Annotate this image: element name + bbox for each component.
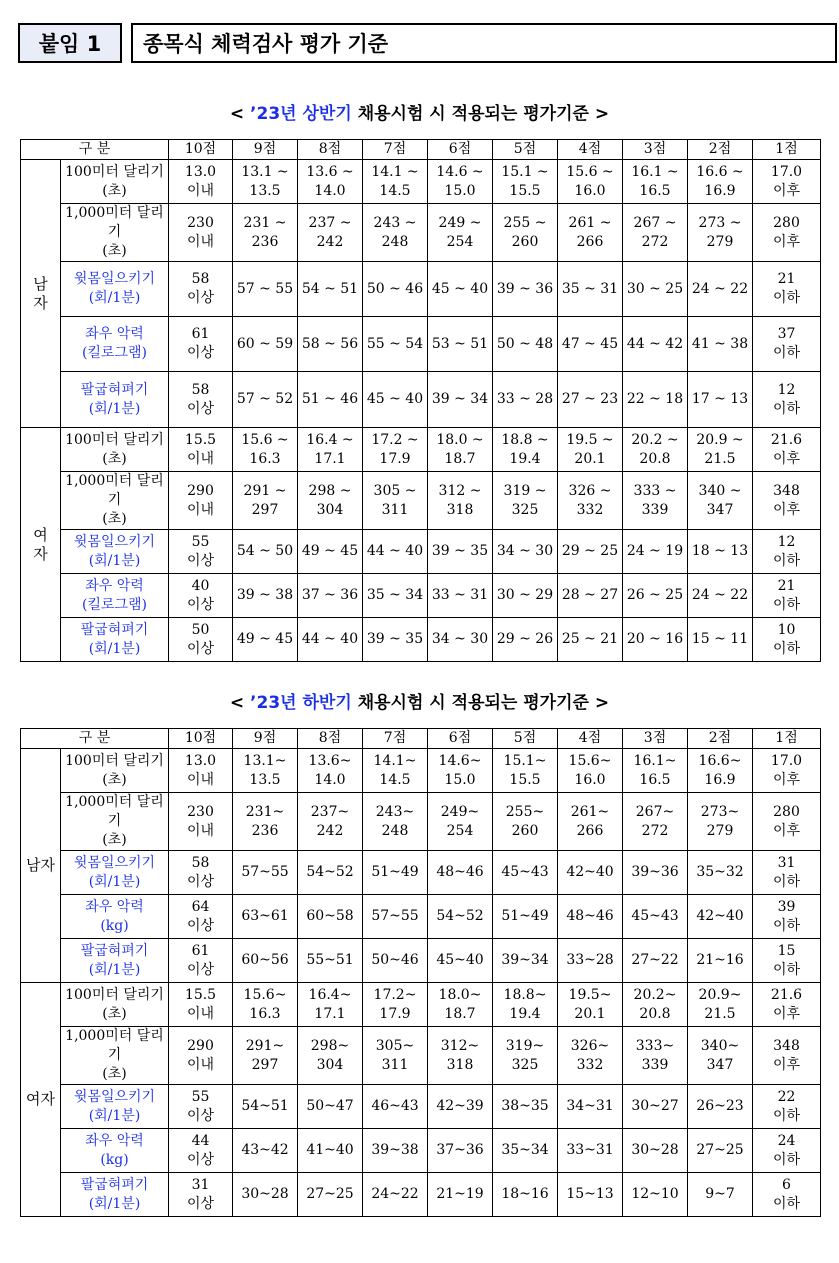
score-cell: 326 ~ 332: [558, 472, 623, 530]
score-cell: 35 ~ 31: [558, 262, 623, 317]
column-header-score: 10점: [169, 729, 233, 749]
score-cell: 18 ~ 13: [688, 530, 753, 574]
score-cell: 63~61: [233, 895, 298, 939]
score-cell: 27~25: [688, 1129, 753, 1173]
score-cell: 39 ~ 35: [428, 530, 493, 574]
score-cell: 42~40: [558, 851, 623, 895]
score-cell: 55 이상: [169, 1085, 233, 1129]
score-cell: 39~38: [363, 1129, 428, 1173]
score-cell: 14.1~ 14.5: [363, 749, 428, 793]
score-cell: 37 ~ 36: [298, 574, 363, 618]
score-cell: 255 ~ 260: [493, 204, 558, 262]
score-cell: 16.6 ~ 16.9: [688, 160, 753, 204]
column-header-score: 2점: [688, 140, 753, 160]
score-cell: 29 ~ 26: [493, 618, 558, 662]
score-cell: 20 ~ 16: [623, 618, 688, 662]
score-cell: 58 이상: [169, 262, 233, 317]
score-cell: 261~ 266: [558, 793, 623, 851]
score-cell: 44 ~ 42: [623, 317, 688, 372]
test-item-label: 100미터 달리기 (초): [61, 749, 169, 793]
score-cell: 37 이하: [753, 317, 821, 372]
score-cell: 50~46: [363, 939, 428, 983]
score-cell: 39 ~ 36: [493, 262, 558, 317]
score-cell: 333~ 339: [623, 1027, 688, 1085]
score-cell: 55 ~ 54: [363, 317, 428, 372]
score-cell: 54~51: [233, 1085, 298, 1129]
score-cell: 54~52: [298, 851, 363, 895]
score-cell: 305 ~ 311: [363, 472, 428, 530]
test-item-label: 팔굽혀펴기 (회/1분): [61, 618, 169, 662]
score-cell: 17.0 이후: [753, 749, 821, 793]
score-cell: 35~34: [493, 1129, 558, 1173]
column-header-score: 10점: [169, 140, 233, 160]
score-cell: 230 이내: [169, 204, 233, 262]
test-item-label: 좌우 악력 (킬로그램): [61, 574, 169, 618]
criteria-table-first-half: [20, 139, 821, 662]
score-cell: 39 ~ 38: [233, 574, 298, 618]
score-cell: 33~31: [558, 1129, 623, 1173]
table-row: [21, 317, 821, 372]
score-cell: 33 ~ 31: [428, 574, 493, 618]
test-item-label: 100미터 달리기 (초): [61, 983, 169, 1027]
gender-label: 여 자: [21, 428, 61, 662]
score-cell: 290 이내: [169, 1027, 233, 1085]
score-cell: 231 ~ 236: [233, 204, 298, 262]
header-row: [21, 140, 821, 160]
score-cell: 42~39: [428, 1085, 493, 1129]
score-cell: 39~36: [623, 851, 688, 895]
score-cell: 12 이하: [753, 530, 821, 574]
score-cell: 37~36: [428, 1129, 493, 1173]
score-cell: 18.8~ 19.4: [493, 983, 558, 1027]
table-row: [21, 1173, 821, 1217]
score-cell: 21 이하: [753, 262, 821, 317]
score-cell: 17.2 ~ 17.9: [363, 428, 428, 472]
test-item-label: 1,000미터 달리기 (초): [61, 1027, 169, 1085]
test-item-label: 팔굽혀펴기 (회/1분): [61, 372, 169, 428]
score-cell: 305~ 311: [363, 1027, 428, 1085]
score-cell: 50 ~ 48: [493, 317, 558, 372]
score-cell: 15.5 이내: [169, 428, 233, 472]
score-cell: 60 ~ 59: [233, 317, 298, 372]
score-cell: 13.0 이내: [169, 749, 233, 793]
column-header-score: 8점: [298, 729, 363, 749]
score-cell: 30 ~ 25: [623, 262, 688, 317]
score-cell: 24 이하: [753, 1129, 821, 1173]
score-cell: 27~22: [623, 939, 688, 983]
score-cell: 20.9 ~ 21.5: [688, 428, 753, 472]
score-cell: 14.6~ 15.0: [428, 749, 493, 793]
gender-label: 여자: [21, 983, 61, 1217]
column-header-score: 3점: [623, 729, 688, 749]
score-cell: 16.6~ 16.9: [688, 749, 753, 793]
score-cell: 14.6 ~ 15.0: [428, 160, 493, 204]
section-title-suffix: 채용시험 시 적용되는 평가기준 >: [351, 693, 610, 713]
table-row: [21, 851, 821, 895]
column-header-category: 구 분: [21, 729, 169, 749]
score-cell: 273~ 279: [688, 793, 753, 851]
score-cell: 312 ~ 318: [428, 472, 493, 530]
score-cell: 15.5 이내: [169, 983, 233, 1027]
score-cell: 19.5~ 20.1: [558, 983, 623, 1027]
score-cell: 30~28: [623, 1129, 688, 1173]
table-row: [21, 749, 821, 793]
test-item-label: 팔굽혀펴기 (회/1분): [61, 939, 169, 983]
score-cell: 267~ 272: [623, 793, 688, 851]
table-row: [21, 983, 821, 1027]
table-row: [21, 372, 821, 428]
score-cell: 61 이상: [169, 317, 233, 372]
column-header-score: 8점: [298, 140, 363, 160]
score-cell: 15.6~ 16.3: [233, 983, 298, 1027]
score-cell: 33~28: [558, 939, 623, 983]
score-cell: 16.4 ~ 17.1: [298, 428, 363, 472]
score-cell: 48~46: [428, 851, 493, 895]
score-cell: 17.0 이후: [753, 160, 821, 204]
score-cell: 13.1~ 13.5: [233, 749, 298, 793]
table-row: [21, 530, 821, 574]
score-cell: 35~32: [688, 851, 753, 895]
score-cell: 13.0 이내: [169, 160, 233, 204]
score-cell: 243 ~ 248: [363, 204, 428, 262]
score-cell: 60~56: [233, 939, 298, 983]
score-cell: 41~40: [298, 1129, 363, 1173]
score-cell: 43~42: [233, 1129, 298, 1173]
table-row: [21, 618, 821, 662]
score-cell: 45 ~ 40: [363, 372, 428, 428]
score-cell: 21~19: [428, 1173, 493, 1217]
score-cell: 231~ 236: [233, 793, 298, 851]
column-header-score: 7점: [363, 729, 428, 749]
criteria-table-second-half: [20, 728, 821, 1217]
score-cell: 54~52: [428, 895, 493, 939]
score-cell: 35 ~ 34: [363, 574, 428, 618]
score-cell: 39 ~ 34: [428, 372, 493, 428]
score-cell: 20.9~ 21.5: [688, 983, 753, 1027]
test-item-label: 윗몸일으키기 (회/1분): [61, 851, 169, 895]
score-cell: 49 ~ 45: [298, 530, 363, 574]
test-item-label: 1,000미터 달리기 (초): [61, 793, 169, 851]
score-cell: 47 ~ 45: [558, 317, 623, 372]
score-cell: 237~ 242: [298, 793, 363, 851]
score-cell: 17.2~ 17.9: [363, 983, 428, 1027]
column-header-score: 9점: [233, 729, 298, 749]
score-cell: 10 이하: [753, 618, 821, 662]
score-cell: 13.6~ 14.0: [298, 749, 363, 793]
table-row: [21, 895, 821, 939]
section-title-first-half: [0, 99, 839, 124]
score-cell: 22 이하: [753, 1085, 821, 1129]
score-cell: 290 이내: [169, 472, 233, 530]
score-cell: 29 ~ 25: [558, 530, 623, 574]
score-cell: 57~55: [233, 851, 298, 895]
score-cell: 45~43: [493, 851, 558, 895]
score-cell: 44 이상: [169, 1129, 233, 1173]
score-cell: 21.6 이후: [753, 983, 821, 1027]
score-cell: 55 이상: [169, 530, 233, 574]
score-cell: 319~ 325: [493, 1027, 558, 1085]
table-row: [21, 939, 821, 983]
score-cell: 348 이후: [753, 472, 821, 530]
score-cell: 15.6~ 16.0: [558, 749, 623, 793]
score-cell: 13.6 ~ 14.0: [298, 160, 363, 204]
score-cell: 55~51: [298, 939, 363, 983]
score-cell: 46~43: [363, 1085, 428, 1129]
score-cell: 15 이하: [753, 939, 821, 983]
score-cell: 267 ~ 272: [623, 204, 688, 262]
score-cell: 17 ~ 13: [688, 372, 753, 428]
score-cell: 15.6 ~ 16.0: [558, 160, 623, 204]
column-header-score: 6점: [428, 140, 493, 160]
test-item-label: 좌우 악력 (kg): [61, 1129, 169, 1173]
score-cell: 12 이하: [753, 372, 821, 428]
score-cell: 24 ~ 22: [688, 262, 753, 317]
score-cell: 19.5 ~ 20.1: [558, 428, 623, 472]
score-cell: 15.6 ~ 16.3: [233, 428, 298, 472]
score-cell: 13.1 ~ 13.5: [233, 160, 298, 204]
score-cell: 28 ~ 27: [558, 574, 623, 618]
score-cell: 38~35: [493, 1085, 558, 1129]
test-item-label: 윗몸일으키기 (회/1분): [61, 530, 169, 574]
score-cell: 30 ~ 29: [493, 574, 558, 618]
score-cell: 280 이후: [753, 204, 821, 262]
section-title-prefix: <: [229, 104, 251, 124]
score-cell: 333 ~ 339: [623, 472, 688, 530]
score-cell: 326~ 332: [558, 1027, 623, 1085]
score-cell: 18.8 ~ 19.4: [493, 428, 558, 472]
score-cell: 49 ~ 45: [233, 618, 298, 662]
score-cell: 27 ~ 23: [558, 372, 623, 428]
test-item-label: 팔굽혀펴기 (회/1분): [61, 1173, 169, 1217]
score-cell: 249~ 254: [428, 793, 493, 851]
score-cell: 48~46: [558, 895, 623, 939]
score-cell: 51 ~ 46: [298, 372, 363, 428]
score-cell: 34 ~ 30: [493, 530, 558, 574]
column-header-score: 3점: [623, 140, 688, 160]
score-cell: 340 ~ 347: [688, 472, 753, 530]
score-cell: 18.0 ~ 18.7: [428, 428, 493, 472]
score-cell: 45 ~ 40: [428, 262, 493, 317]
score-cell: 12~10: [623, 1173, 688, 1217]
gender-label: 남 자: [21, 160, 61, 428]
score-cell: 16.4~ 17.1: [298, 983, 363, 1027]
table-row: [21, 160, 821, 204]
score-cell: 50~47: [298, 1085, 363, 1129]
score-cell: 58 이상: [169, 851, 233, 895]
score-cell: 58 이상: [169, 372, 233, 428]
test-item-label: 좌우 악력 (킬로그램): [61, 317, 169, 372]
table-row: [21, 1027, 821, 1085]
score-cell: 25 ~ 21: [558, 618, 623, 662]
column-header-score: 1점: [753, 729, 821, 749]
score-cell: 20.2~ 20.8: [623, 983, 688, 1027]
column-header-score: 5점: [493, 140, 558, 160]
score-cell: 27~25: [298, 1173, 363, 1217]
score-cell: 24 ~ 22: [688, 574, 753, 618]
score-cell: 243~ 248: [363, 793, 428, 851]
header-row: [21, 729, 821, 749]
column-header-score: 4점: [558, 729, 623, 749]
score-cell: 50 ~ 46: [363, 262, 428, 317]
score-cell: 20.2 ~ 20.8: [623, 428, 688, 472]
score-cell: 291 ~ 297: [233, 472, 298, 530]
column-header-score: 7점: [363, 140, 428, 160]
score-cell: 45~40: [428, 939, 493, 983]
score-cell: 9~7: [688, 1173, 753, 1217]
score-cell: 40 이상: [169, 574, 233, 618]
score-cell: 53 ~ 51: [428, 317, 493, 372]
score-cell: 280 이후: [753, 793, 821, 851]
score-cell: 26~23: [688, 1085, 753, 1129]
section-title-second-half: [0, 688, 839, 713]
score-cell: 54 ~ 50: [233, 530, 298, 574]
score-cell: 60~58: [298, 895, 363, 939]
score-cell: 21.6 이후: [753, 428, 821, 472]
column-header-score: 4점: [558, 140, 623, 160]
score-cell: 312~ 318: [428, 1027, 493, 1085]
score-cell: 21 이하: [753, 574, 821, 618]
score-cell: 57 ~ 55: [233, 262, 298, 317]
section-title-suffix: 채용시험 시 적용되는 평가기준 >: [351, 104, 610, 124]
table-row: [21, 574, 821, 618]
score-cell: 15~13: [558, 1173, 623, 1217]
score-cell: 64 이상: [169, 895, 233, 939]
column-header-category: 구 분: [21, 140, 169, 160]
table-row: [21, 793, 821, 851]
gender-label: 남자: [21, 749, 61, 983]
score-cell: 57~55: [363, 895, 428, 939]
score-cell: 24~22: [363, 1173, 428, 1217]
section-title-highlight: ’23년 하반기: [250, 693, 352, 713]
score-cell: 51~49: [493, 895, 558, 939]
test-item-label: 좌우 악력 (kg): [61, 895, 169, 939]
score-cell: 44 ~ 40: [298, 618, 363, 662]
score-cell: 348 이후: [753, 1027, 821, 1085]
score-cell: 16.1~ 16.5: [623, 749, 688, 793]
column-header-score: 1점: [753, 140, 821, 160]
score-cell: 21~16: [688, 939, 753, 983]
column-header-score: 5점: [493, 729, 558, 749]
test-item-label: 100미터 달리기 (초): [61, 160, 169, 204]
test-item-label: 100미터 달리기 (초): [61, 428, 169, 472]
table-row: [21, 204, 821, 262]
test-item-label: 1,000미터 달리기 (초): [61, 472, 169, 530]
score-cell: 24 ~ 19: [623, 530, 688, 574]
score-cell: 319 ~ 325: [493, 472, 558, 530]
column-header-score: 2점: [688, 729, 753, 749]
score-cell: 31 이상: [169, 1173, 233, 1217]
table-row: [21, 1129, 821, 1173]
column-header-score: 6점: [428, 729, 493, 749]
section-title-prefix: <: [229, 693, 251, 713]
score-cell: 16.1 ~ 16.5: [623, 160, 688, 204]
table-row: [21, 472, 821, 530]
score-cell: 57 ~ 52: [233, 372, 298, 428]
score-cell: 30~28: [233, 1173, 298, 1217]
score-cell: 30~27: [623, 1085, 688, 1129]
score-cell: 44 ~ 40: [363, 530, 428, 574]
score-cell: 18.0~ 18.7: [428, 983, 493, 1027]
score-cell: 34 ~ 30: [428, 618, 493, 662]
score-cell: 291~ 297: [233, 1027, 298, 1085]
document-title: 종목식 체력검사 평가 기준: [131, 23, 837, 63]
table-row: [21, 428, 821, 472]
score-cell: 15.1~ 15.5: [493, 749, 558, 793]
score-cell: 261 ~ 266: [558, 204, 623, 262]
attachment-badge: 붙임 1: [18, 23, 122, 63]
score-cell: 18~16: [493, 1173, 558, 1217]
score-cell: 39 이하: [753, 895, 821, 939]
score-cell: 39~34: [493, 939, 558, 983]
score-cell: 61 이상: [169, 939, 233, 983]
score-cell: 14.1 ~ 14.5: [363, 160, 428, 204]
score-cell: 15.1 ~ 15.5: [493, 160, 558, 204]
score-cell: 26 ~ 25: [623, 574, 688, 618]
score-cell: 42~40: [688, 895, 753, 939]
score-cell: 298~ 304: [298, 1027, 363, 1085]
score-cell: 298 ~ 304: [298, 472, 363, 530]
score-cell: 22 ~ 18: [623, 372, 688, 428]
score-cell: 39 ~ 35: [363, 618, 428, 662]
test-item-label: 윗몸일으키기 (회/1분): [61, 1085, 169, 1129]
score-cell: 45~43: [623, 895, 688, 939]
section-title-highlight: ’23년 상반기: [250, 104, 352, 124]
score-cell: 237 ~ 242: [298, 204, 363, 262]
test-item-label: 1,000미터 달리기 (초): [61, 204, 169, 262]
score-cell: 54 ~ 51: [298, 262, 363, 317]
score-cell: 15 ~ 11: [688, 618, 753, 662]
table-row: [21, 262, 821, 317]
test-item-label: 윗몸일으키기 (회/1분): [61, 262, 169, 317]
column-header-score: 9점: [233, 140, 298, 160]
score-cell: 6 이하: [753, 1173, 821, 1217]
score-cell: 249 ~ 254: [428, 204, 493, 262]
score-cell: 31 이하: [753, 851, 821, 895]
score-cell: 50 이상: [169, 618, 233, 662]
score-cell: 340~ 347: [688, 1027, 753, 1085]
score-cell: 33 ~ 28: [493, 372, 558, 428]
score-cell: 273 ~ 279: [688, 204, 753, 262]
score-cell: 34~31: [558, 1085, 623, 1129]
score-cell: 58 ~ 56: [298, 317, 363, 372]
score-cell: 230 이내: [169, 793, 233, 851]
score-cell: 51~49: [363, 851, 428, 895]
score-cell: 41 ~ 38: [688, 317, 753, 372]
score-cell: 255~ 260: [493, 793, 558, 851]
table-row: [21, 1085, 821, 1129]
